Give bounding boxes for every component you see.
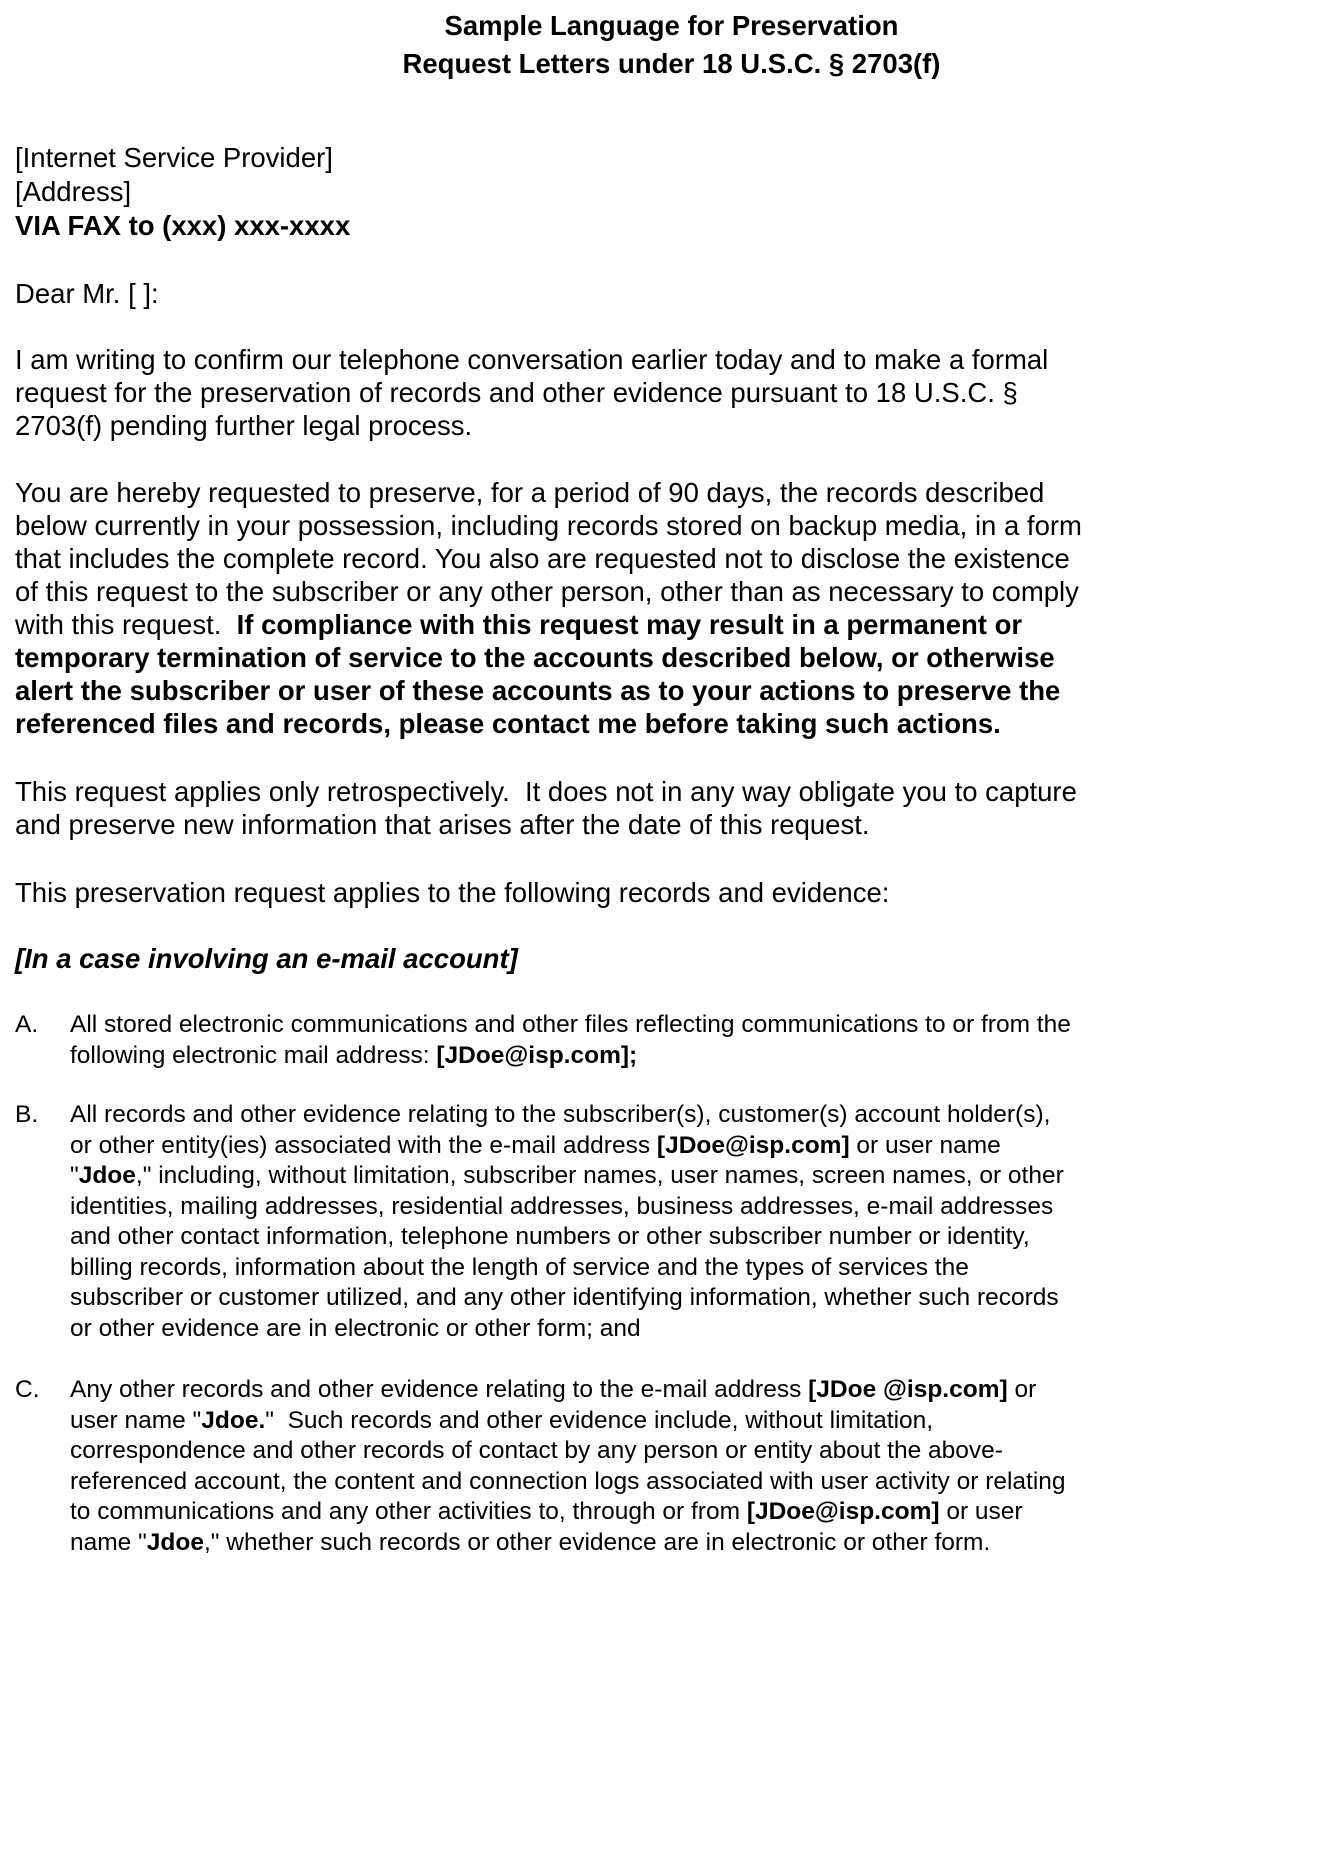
text-normal: or user name — [849, 1131, 1001, 1159]
text-normal: Any other records and other evidence relating to the e-mail address — [70, 1376, 809, 1403]
text-normal: following electronic mail address: — [70, 1041, 437, 1069]
list-letter: A. — [15, 1011, 39, 1038]
text-line: subscriber or customer utilized, and any other identifying information, whether such records — [70, 1284, 1059, 1311]
text-line — [70, 1131, 1064, 1162]
document-title-line2: Request Letters under 18 U.S.C. § 2703(f) — [402, 48, 941, 79]
text-line: that includes the complete record. You also are requested not to disclose the existence — [15, 543, 1070, 574]
text-normal: with this request. — [15, 609, 237, 640]
case-heading: [In a case involving an e-mail account] — [15, 943, 518, 974]
user-name: Jdoe — [146, 1528, 204, 1556]
text-line: and preserve new information that arises after the date of this request. — [15, 809, 870, 840]
fax-line: VIA FAX to (xxx) xxx-xxxx — [15, 210, 351, 241]
text-line: request for the preservation of records and other evidence pursuant to 18 U.S.C. § — [15, 377, 1018, 408]
text-line: I am writing to confirm our telephone conversation earlier today and to make a formal — [15, 344, 1049, 375]
paragraph-retrospective — [15, 775, 1335, 841]
text-normal: ," including, without limitation, subscriber names, user names, screen names, or other — [135, 1162, 1064, 1189]
text-line: This preservation request applies to the following records and evidence: — [15, 877, 890, 908]
text-line — [70, 1406, 1066, 1437]
text-line: below currently in your possession, including records stored on backup media, in a form — [15, 510, 1082, 541]
text-normal: user name " — [70, 1406, 202, 1434]
text-line — [15, 608, 1335, 641]
text-line: of this request to the subscriber or any other person, other than as necessary to comply — [15, 576, 1079, 607]
document-title-line1: Sample Language for Preservation — [444, 10, 899, 41]
recipient-provider: [Internet Service Provider] — [15, 142, 333, 173]
text-normal: " Such records and other evidence include, without limitation, — [265, 1406, 934, 1434]
text-normal: or — [1007, 1376, 1037, 1403]
text-line — [70, 1497, 1066, 1528]
text-line — [70, 1041, 1071, 1072]
user-name: Jdoe — [78, 1162, 136, 1189]
email-address: [JDoe @isp.com] — [808, 1376, 1008, 1403]
user-name: Jdoe. — [201, 1406, 266, 1434]
text-line — [70, 1161, 1064, 1192]
email-address: [JDoe@isp.com] — [656, 1131, 850, 1159]
text-line: and other contact information, telephone numbers or other subscriber number or identity, — [70, 1223, 1030, 1250]
text-line-bold: temporary termination of service to the accounts described below, or otherwise — [15, 642, 1055, 673]
recipient-address: [Address] — [15, 176, 132, 207]
text-normal: or other entity(ies) associated with the e-mail address — [70, 1131, 657, 1159]
text-line — [70, 1528, 1066, 1559]
text-normal: " — [70, 1162, 79, 1189]
email-address: [JDoe@isp.com] — [746, 1498, 940, 1525]
text-line: 2703(f) pending further legal process. — [15, 410, 473, 441]
paragraph-applies-to — [15, 876, 1335, 909]
salutation: Dear Mr. [ ]: — [15, 278, 159, 309]
email-address: [JDoe@isp.com]; — [436, 1041, 638, 1069]
text-line: This request applies only retrospectively. It does not in any way obligate you to capture — [15, 776, 1077, 807]
text-normal: name " — [70, 1528, 147, 1556]
text-line: You are hereby requested to preserve, for a period of 90 days, the records described — [15, 477, 1045, 508]
text-normal: ," whether such records or other evidence are in electronic or other form. — [203, 1528, 991, 1556]
paragraph-confirmation — [15, 343, 1335, 442]
text-line: All records and other evidence relating to the subscriber(s), customer(s) account holder(s), — [70, 1101, 1051, 1128]
text-normal: to communications and any other activities to, through or from — [70, 1498, 747, 1525]
text-line-bold: referenced files and records, please contact me before taking such actions. — [15, 708, 1001, 739]
text-normal: or user — [939, 1498, 1023, 1525]
text-line: All stored electronic communications and other files reflecting communications to or from the — [70, 1011, 1071, 1038]
text-bold: If compliance with this request may result in a permanent or — [236, 609, 1023, 640]
text-line: billing records, information about the length of service and the types of services the — [70, 1253, 969, 1281]
text-line — [70, 1375, 1066, 1406]
list-letter: C. — [15, 1376, 40, 1403]
text-line: identities, mailing addresses, residential addresses, business addresses, e-mail addresses — [70, 1192, 1054, 1220]
text-line: or other evidence are in electronic or other form; and — [70, 1314, 641, 1342]
list-letter: B. — [15, 1101, 39, 1128]
text-line-bold: alert the subscriber or user of these accounts as to your actions to preserve the — [15, 675, 1061, 706]
text-line: referenced account, the content and connection logs associated with user activity or relating — [70, 1467, 1066, 1495]
paragraph-preservation-request — [15, 476, 1335, 740]
text-line: correspondence and other records of contact by any person or entity about the above- — [70, 1437, 1003, 1464]
